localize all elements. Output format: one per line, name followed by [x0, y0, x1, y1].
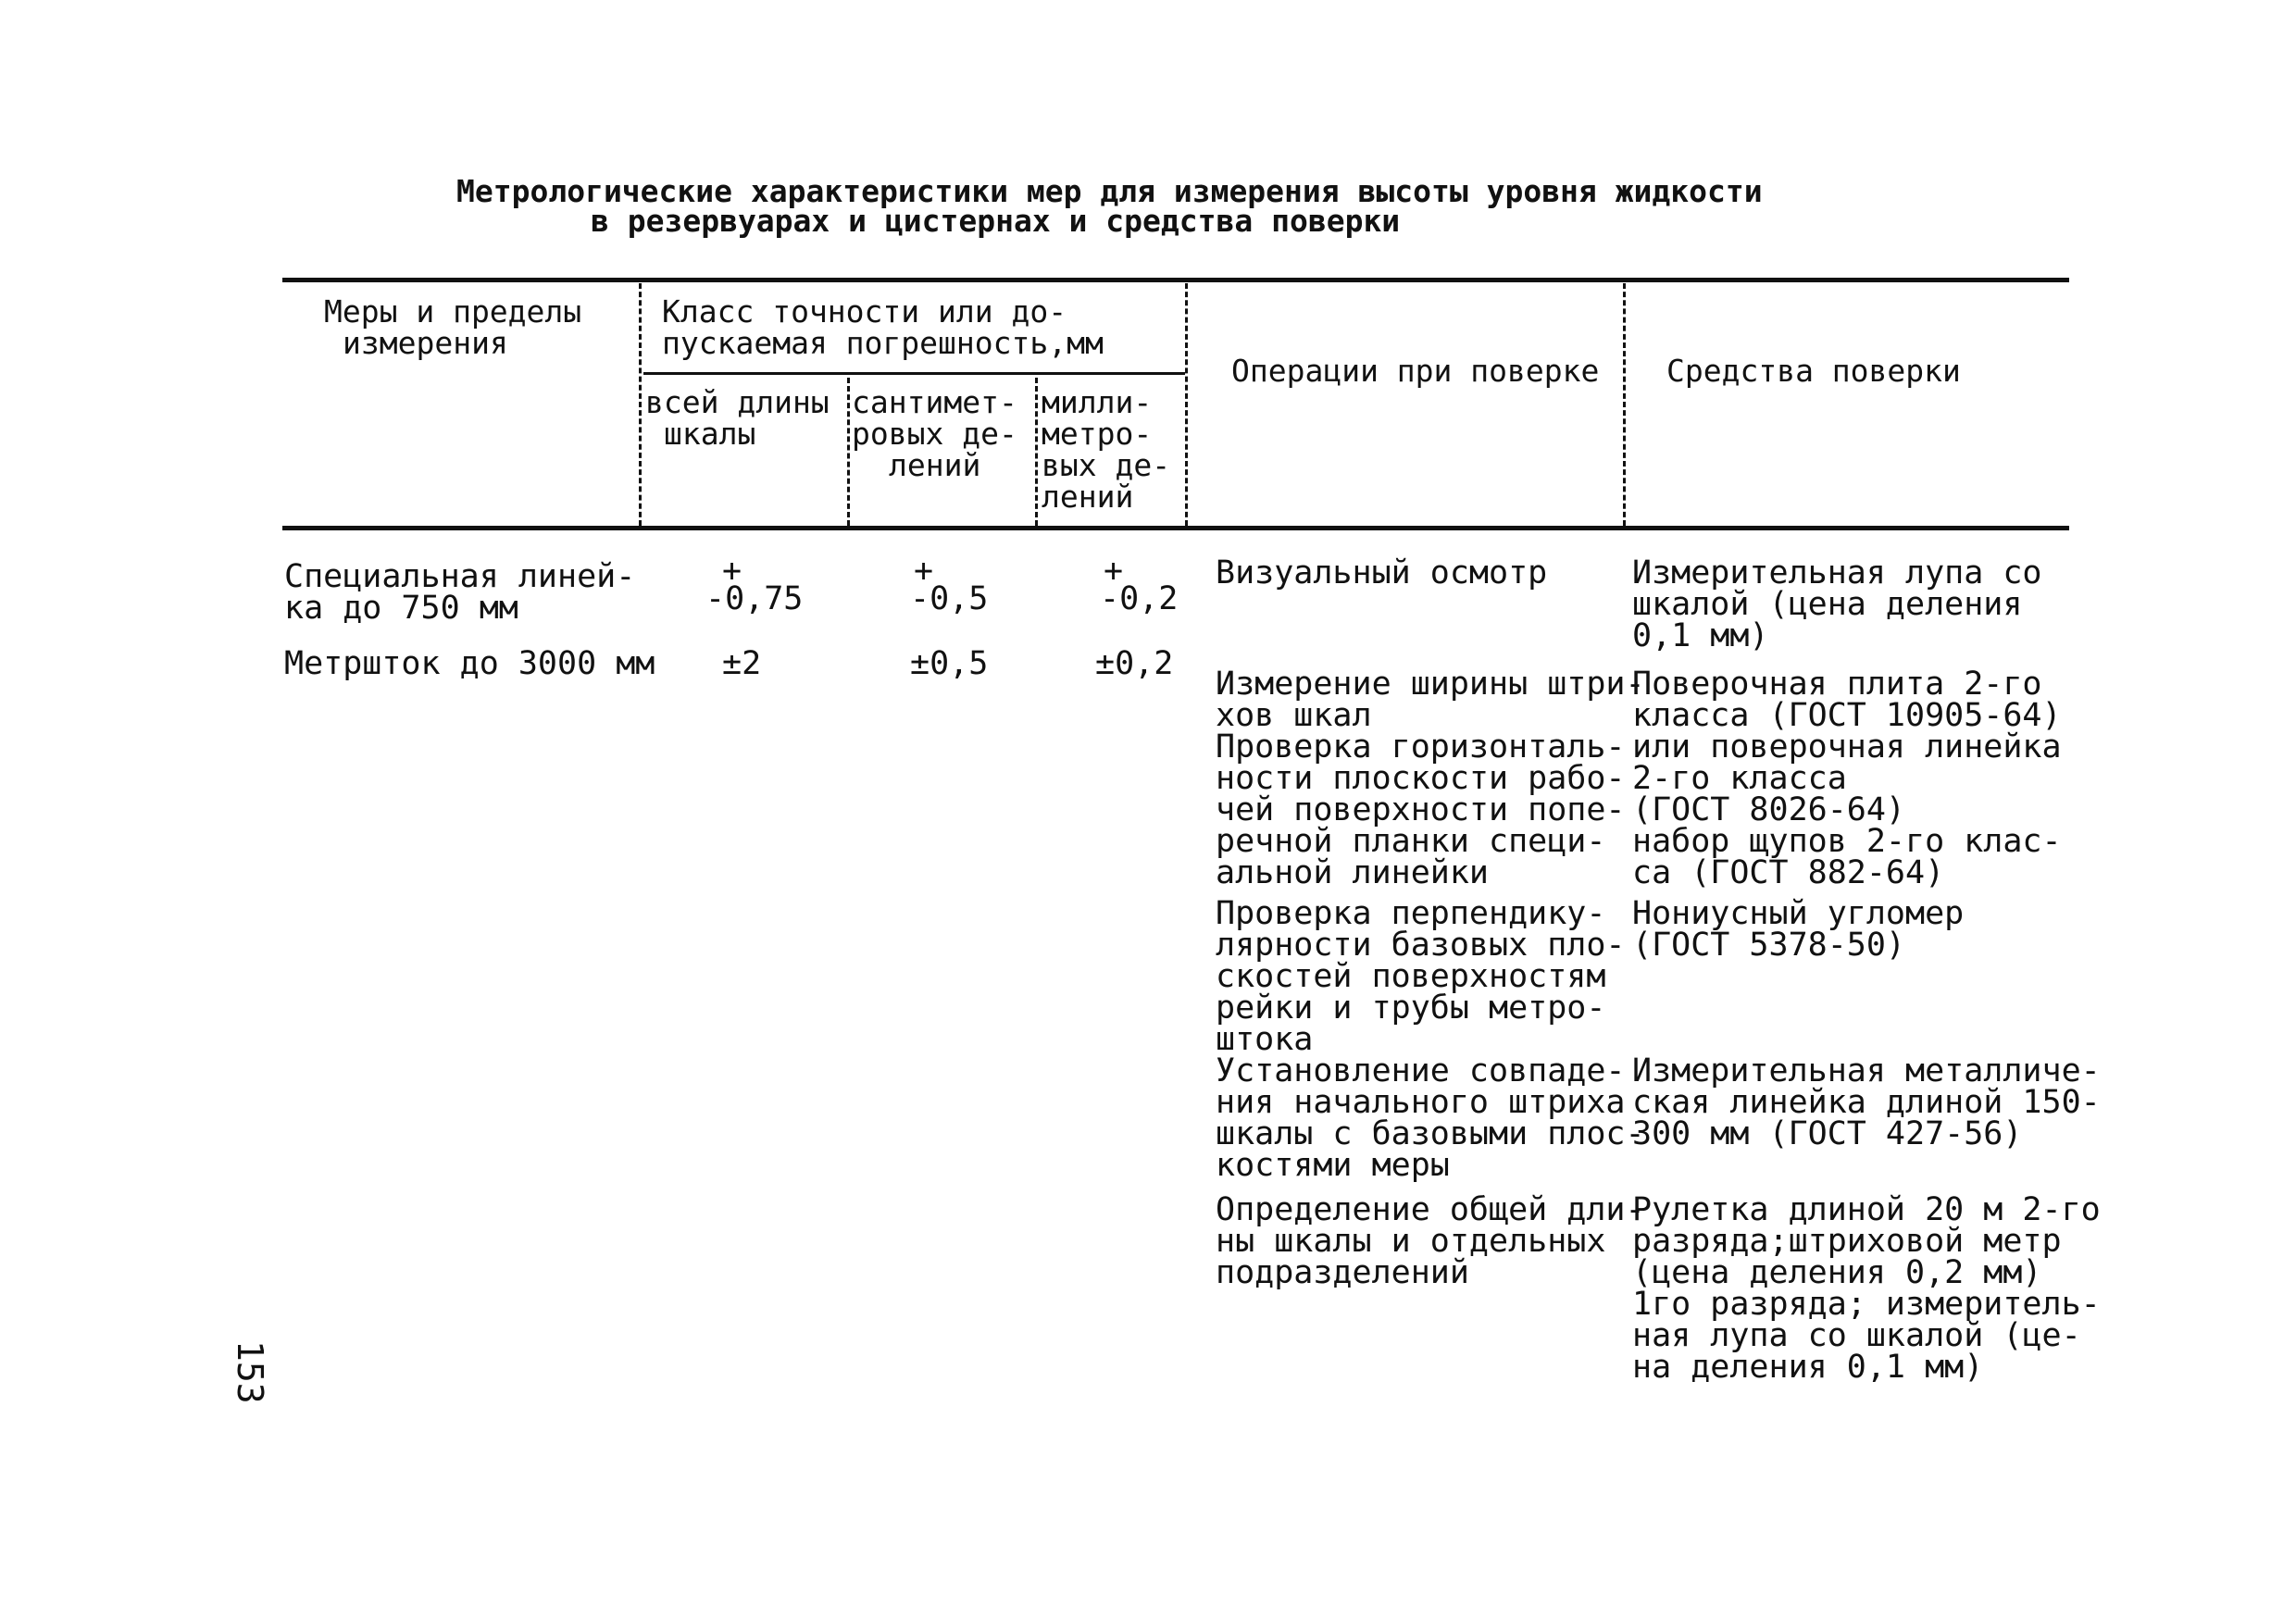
row2-centimeter-tolerance: ±0,5	[910, 645, 989, 682]
row2-whole-scale-tolerance: ±2	[722, 645, 762, 682]
means-perpendicularity: Нониусный угломер (ГОСТ 5378-50)	[1632, 895, 1965, 964]
row-measure-special-ruler: Специальная линей- ка до 750 мм	[284, 558, 636, 627]
row1-millimeter-tolerance: + -0,2	[1100, 553, 1179, 617]
operation-zero-stroke-alignment: Установление совпаде- ния начального штриха шкалы с базовыми плос- костями меры	[1216, 1052, 1645, 1184]
column-divider	[1185, 283, 1188, 526]
operation-stroke-width-flatness: Измерение ширины штри- хов шкал Проверка горизонталь- ности плоскости рабо- чей поверхности попе- речной планки специ- альной линейки	[1216, 666, 1645, 891]
column-divider	[1035, 378, 1038, 526]
means-total-length: Рулетка длиной 20 м 2-го разряда;штриховой метр (цена деления 0,2 мм) 1го разряда; измеритель- ная лупа со шкалой (це- на деления 0,1 мм)	[1632, 1191, 2101, 1386]
column-divider	[639, 283, 642, 526]
row1-centimeter-tolerance: + -0,5	[910, 553, 989, 617]
operation-total-length: Определение общей дли- ны шкалы и отдельных подразделений	[1216, 1191, 1645, 1291]
page-number: 153	[230, 1340, 270, 1404]
header-whole-scale: всей длины шкалы	[645, 384, 830, 452]
row2-millimeter-tolerance: ±0,2	[1095, 645, 1174, 682]
header-operations: Операции при поверке	[1231, 353, 1600, 389]
column-divider	[847, 378, 850, 526]
column-divider	[1623, 283, 1626, 526]
document-title-line1: Метрологические характеристики мер для измерения высоты уровня жидкости	[456, 173, 1763, 209]
row1-whole-scale-tolerance: + -0,75	[705, 553, 804, 617]
header-means: Средства поверки	[1666, 353, 1961, 389]
header-bottom-rule	[282, 526, 2069, 530]
operation-visual-inspection: Визуальный осмотр	[1216, 554, 1548, 591]
header-measures: Меры и пределы измерения	[324, 293, 582, 361]
header-centimeter-divisions: сантимет- ровых де- лений	[852, 384, 1017, 483]
table-top-rule	[282, 278, 2069, 282]
means-zero-stroke-alignment: Измерительная металличе- ская линейка длиной 150- 300 мм (ГОСТ 427-56)	[1632, 1052, 2101, 1152]
means-stroke-width-flatness: Поверочная плита 2-го класса (ГОСТ 10905-64) или поверочная линейка 2-го класса (ГОСТ 8026-64) набор щупов 2-го клас- са (ГОСТ 882-64)	[1632, 666, 2062, 891]
accuracy-sub-rule	[643, 372, 1185, 375]
means-visual-inspection: Измерительная лупа со шкалой (цена деления 0,1 мм)	[1632, 554, 2042, 654]
document-title-line2: в резервуарах и цистернах и средства поверки	[591, 203, 1401, 239]
header-accuracy: Класс точности или до- пускаемая погрешность,мм	[662, 293, 1104, 361]
operation-perpendicularity: Проверка перпендику- лярности базовых пло- скостей поверхностям рейки и трубы метро- штока	[1216, 895, 1626, 1058]
row-measure-meter-rod: Метршток до 3000 мм	[284, 645, 655, 682]
header-millimeter-divisions: милли- метро- вых де- лений	[1042, 384, 1171, 515]
